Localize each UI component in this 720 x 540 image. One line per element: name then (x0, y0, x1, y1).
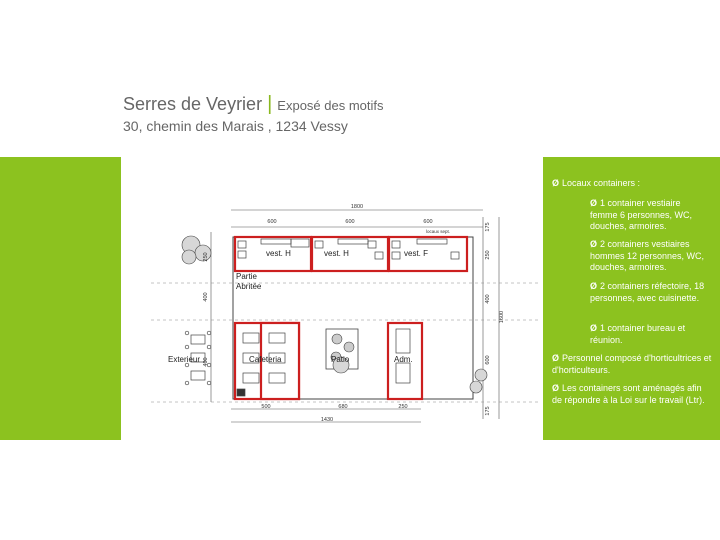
dim-right-3: 400 (485, 294, 491, 304)
bullet-locaux: Ø Locaux containers : (552, 178, 641, 188)
dim-right-5: 175 (485, 406, 491, 416)
dim-bottom-2: 680 (338, 404, 348, 410)
dim-left-2: 400 (203, 357, 209, 367)
dim-bottom-3: 250 (398, 404, 408, 410)
dim-right-2: 250 (485, 250, 491, 260)
bullet-vestiaires-hommes: Ø 2 containers vestiaires hommes 12 personnes, WC, douches, armoires. (590, 239, 705, 272)
floor-plan-drawing (121, 157, 543, 440)
page-subtitle: Exposé des motifs (277, 98, 384, 113)
bullet-bureau: Ø 1 container bureau et réunion. (590, 323, 686, 345)
room-patio: Patio (331, 355, 350, 364)
header (123, 93, 384, 116)
bullet-arrow-icon: Ø (590, 198, 598, 208)
room-abritee: Abritée (236, 282, 262, 291)
bullet-arrow-icon: Ø (552, 178, 560, 188)
dim-top-3: 600 (423, 219, 433, 225)
room-cafeteria: Cafeteria (249, 355, 282, 364)
bullet-amenages: Ø Les containers sont aménagés afin de répondre à la Loi sur le travail (Ltr). (552, 383, 705, 405)
bullet-arrow-icon: Ø (590, 239, 598, 249)
dim-bottom-total: 1430 (320, 417, 334, 423)
address: 30, chemin des Marais , 1234 Vessy (123, 118, 348, 134)
title-separator: | (267, 93, 273, 115)
room-adm: Adm. (394, 355, 413, 364)
page-title: Serres de Veyrier (123, 94, 263, 114)
bullet-arrow-icon: Ø (552, 383, 560, 393)
bullet-arrow-icon: Ø (590, 323, 598, 333)
room-vest-f: vest. F (404, 249, 429, 258)
dim-total-top: 1800 (350, 204, 364, 210)
floor-plan (121, 157, 543, 440)
left-accent-panel (0, 157, 121, 440)
dim-right-4: 600 (485, 355, 491, 365)
room-exterieur: Exterieur (168, 355, 201, 364)
dim-right-1: 175 (485, 222, 491, 232)
bullet-arrow-icon: Ø (552, 353, 560, 363)
dim-left-1: 400 (203, 292, 209, 302)
dim-left-3: 250 (203, 252, 209, 262)
local-label: locaux sept. (426, 229, 451, 234)
title-line (123, 93, 384, 116)
dim-top-2: 600 (345, 219, 355, 225)
bullet-personnel: Ø Personnel composé d'horticultrices et d'horticulteurs. (552, 353, 712, 375)
bullet-arrow-icon: Ø (590, 281, 598, 291)
dim-right-total: 1600 (499, 310, 505, 324)
bullet-refectoire: Ø 2 containers réfectoire, 18 personnes, avec cuisinette. (590, 281, 705, 303)
room-partie: Partie (236, 272, 257, 281)
dim-top-1: 600 (267, 219, 277, 225)
dim-bottom-1: 500 (261, 404, 271, 410)
room-vest-h2: vest. H (324, 249, 349, 258)
room-vest-h1: vest. H (266, 249, 291, 258)
bullet-vestiaire-femme: Ø 1 container vestiaire femme 6 personnes, WC, douches, armoires. (590, 198, 693, 231)
